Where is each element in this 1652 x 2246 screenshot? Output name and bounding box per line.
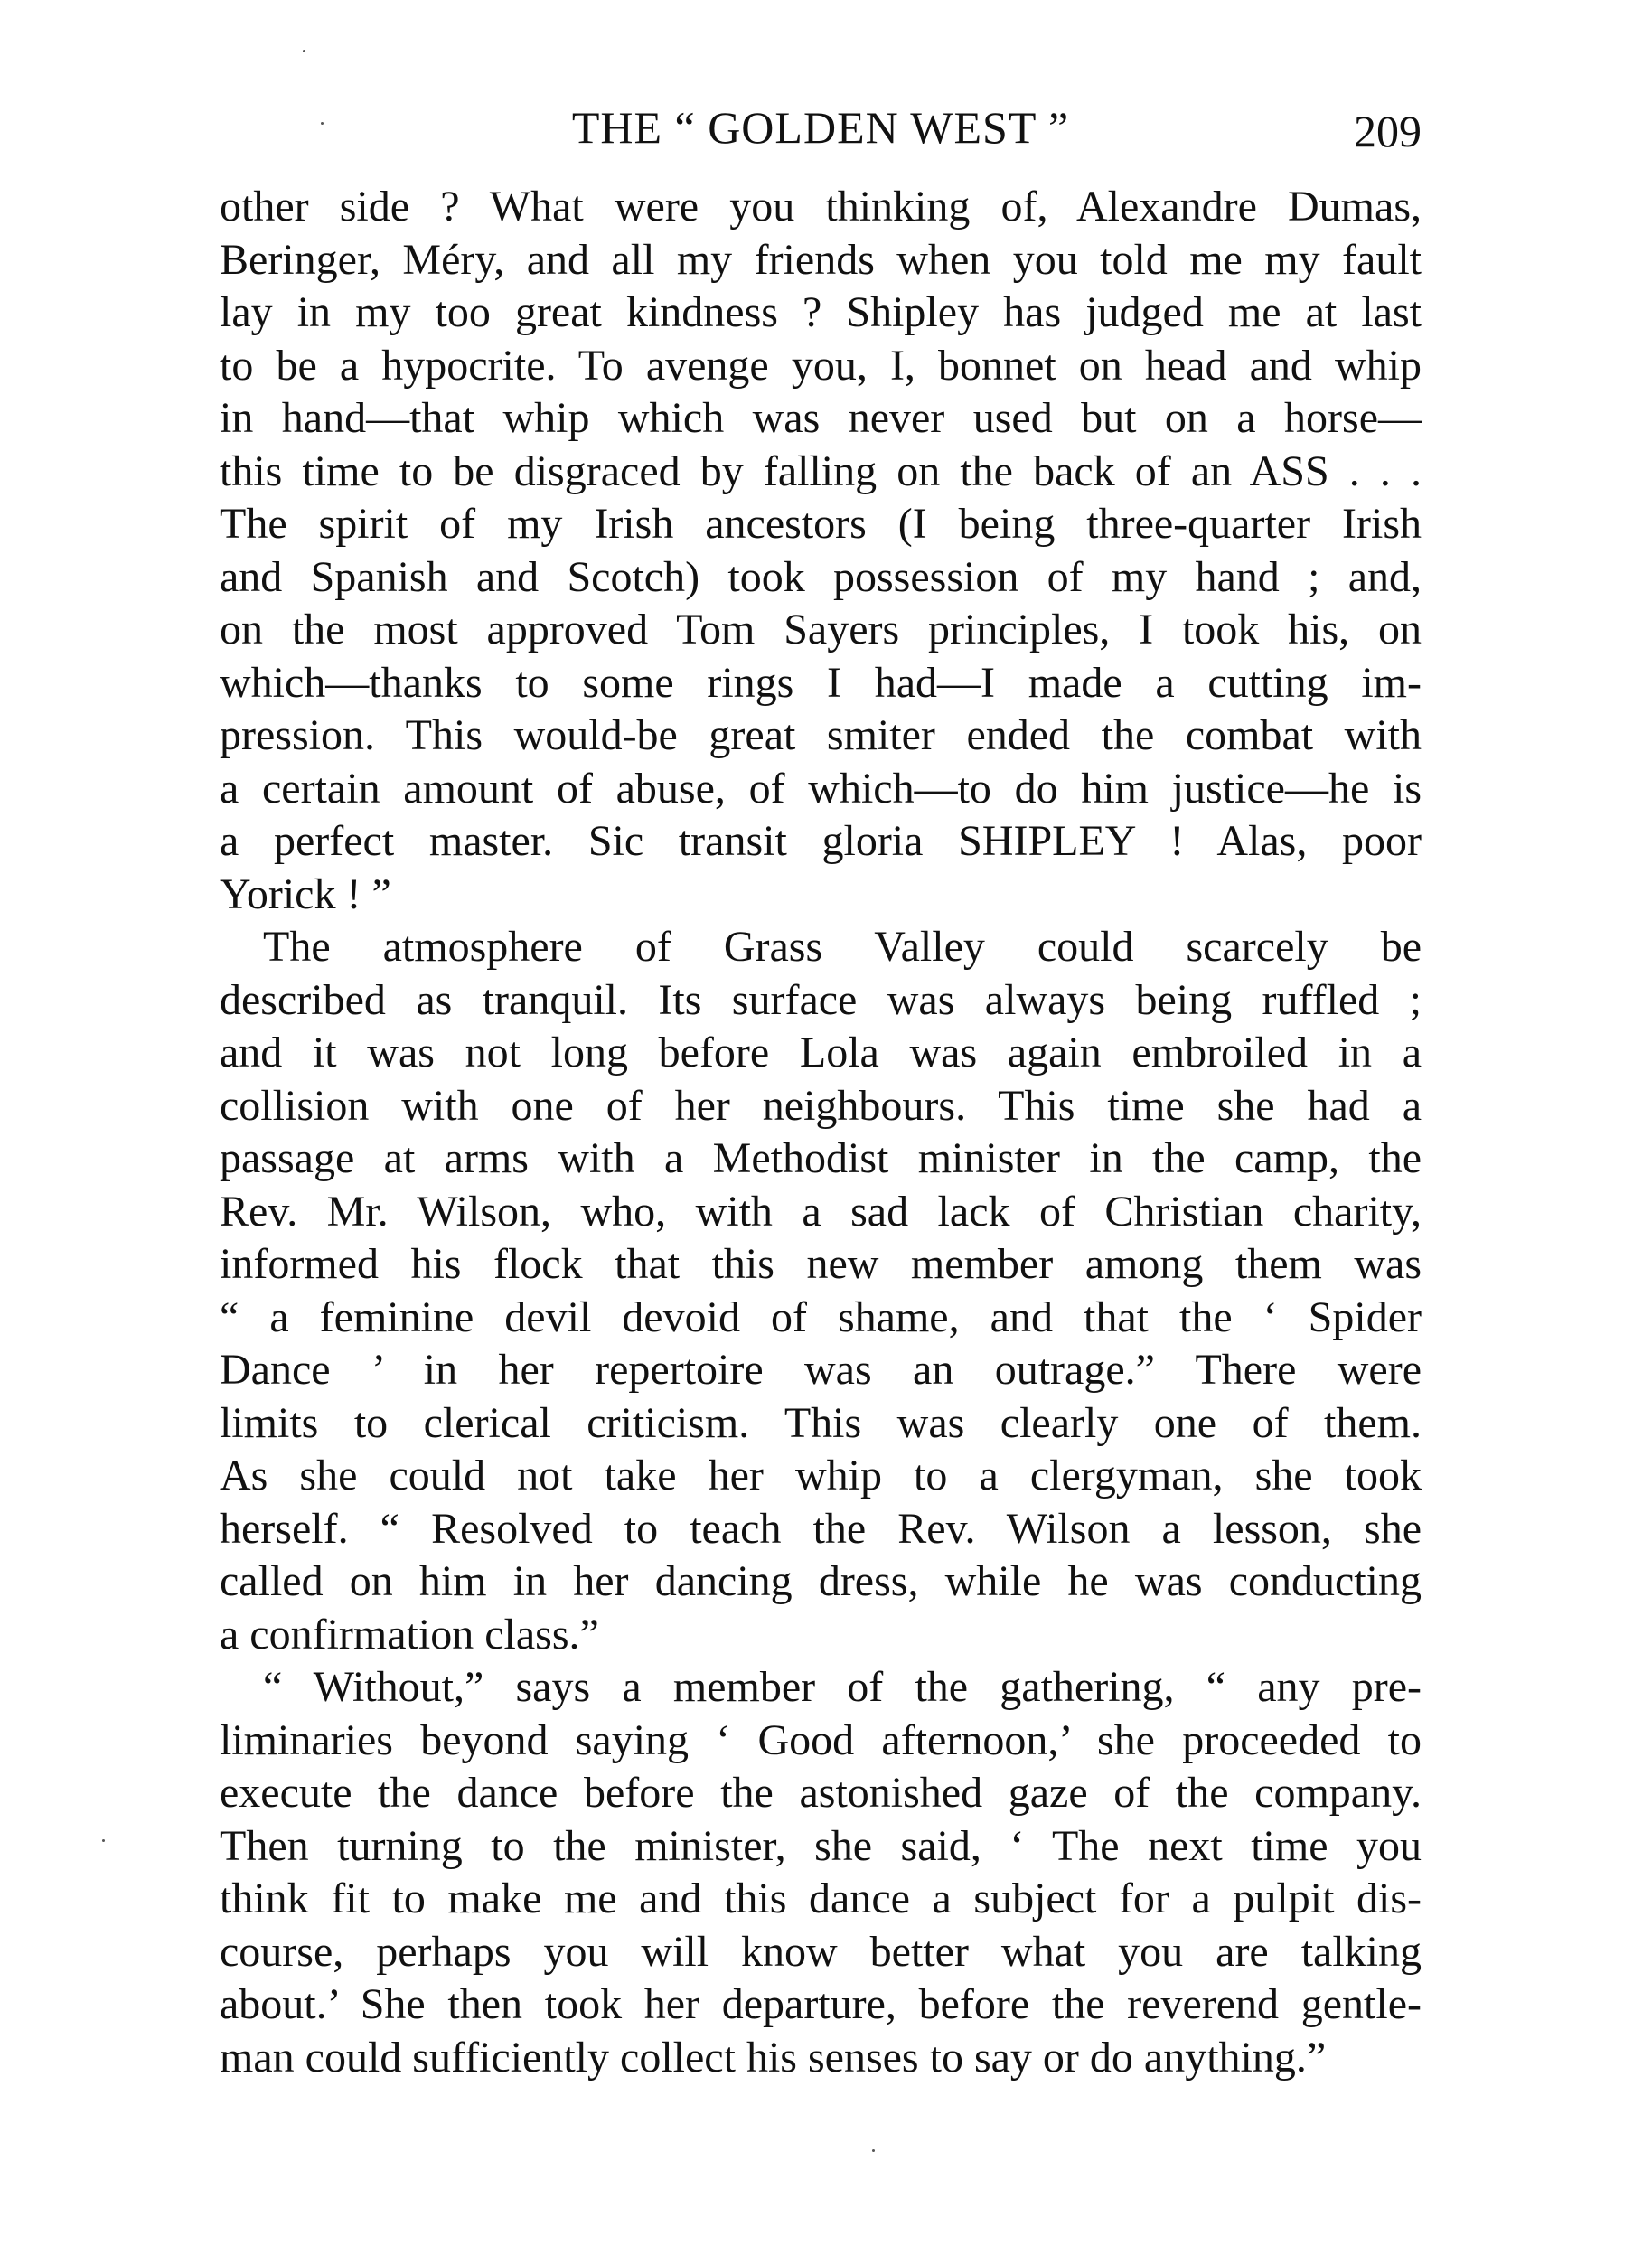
text-line: The atmosphere of Grass Valley could scarcely be — [263, 923, 1422, 971]
text-line: about.’ She then took her departure, before the reverend gentle- — [220, 1980, 1422, 2028]
page-number: 209 — [1354, 106, 1422, 156]
text-line: in hand—that whip which was never used but on a horse— — [220, 394, 1422, 442]
text-line: a perfect master. Sic transit gloria SHIPLEY ! Alas, poor — [220, 817, 1422, 865]
paper-speck — [872, 2149, 875, 2152]
running-title: THE “ GOLDEN WEST ” — [571, 102, 1070, 153]
text-line: on the most approved Tom Sayers principles, I took his, on — [220, 606, 1422, 653]
text-line: which—thanks to some rings I had—I made a cutting im- — [220, 658, 1422, 707]
paper-speck — [303, 50, 305, 52]
text-line: As she could not take her whip to a clergyman, she took — [220, 1452, 1422, 1499]
text-line: Rev. Mr. Wilson, who, with a sad lack of Christian charity, — [220, 1187, 1422, 1236]
text-line: limits to clerical criticism. This was clearly one of them. — [220, 1398, 1422, 1447]
text-line: a confirmation class.” — [220, 1610, 599, 1659]
text-line: course, perhaps you will know better what you are talking — [220, 1927, 1422, 1976]
paragraph — [220, 181, 1422, 921]
text-line: Dance ’ in her repertoire was an outrage.” There were — [220, 1346, 1422, 1394]
text-line: and it was not long before Lola was again embroiled in a — [220, 1029, 1422, 1076]
text-line: collision with one of her neighbours. This time she had a — [220, 1081, 1422, 1130]
text-line: described as tranquil. Its surface was always being ruffled ; — [220, 975, 1422, 1024]
text-line: pression. This would-be great smiter ended the combat with — [220, 711, 1422, 759]
text-line: and Spanish and Scotch) took possession of my hand ; and, — [220, 552, 1422, 601]
text-line: Yorick ! ” — [220, 869, 391, 918]
text-line: this time to be disgraced by falling on the back of an ASS . . . — [220, 446, 1422, 495]
paragraph — [220, 1661, 1422, 2084]
text-line: “ Without,” says a member of the gathering, “ any pre- — [263, 1663, 1422, 1711]
text-line: herself. “ Resolved to teach the Rev. Wilson a lesson, she — [220, 1504, 1422, 1553]
paragraph — [220, 921, 1422, 1661]
text-line: execute the dance before the astonished gaze of the company. — [220, 1769, 1422, 1817]
body-text — [220, 181, 1422, 2084]
text-line: other side ? What were you thinking of, Alexandre Dumas, — [220, 183, 1422, 230]
text-line: a certain amount of abuse, of which—to do him justice—he is — [220, 764, 1422, 813]
text-line: called on him in her dancing dress, while he was conducting — [220, 1557, 1422, 1605]
text-line: Beringer, Méry, and all my friends when you told me my fault — [220, 235, 1422, 284]
text-line: Then turning to the minister, she said, ‘ The next time you — [220, 1821, 1422, 1870]
text-line: man could sufficiently collect his senses to say or do anything.” — [220, 2033, 1327, 2082]
text-line: liminaries beyond saying ‘ Good afternoon,’ she proceeded to — [220, 1715, 1422, 1764]
text-line: lay in my too great kindness ? Shipley has judged me at last — [220, 288, 1422, 336]
text-line: “ a feminine devil devoid of shame, and that the ‘ Spider — [220, 1292, 1422, 1341]
text-line: passage at arms with a Methodist minister in the camp, the — [220, 1134, 1422, 1182]
text-line: informed his flock that this new member among them was — [220, 1240, 1422, 1288]
paper-speck — [102, 1839, 105, 1842]
text-line: think fit to make me and this dance a subject for a pulpit dis- — [220, 1875, 1422, 1922]
text-line: The spirit of my Irish ancestors (I being three-quarter Irish — [220, 500, 1422, 548]
running-head — [220, 101, 1422, 164]
text-line: to be a hypocrite. To avenge you, I, bonnet on head and whip — [220, 341, 1422, 390]
